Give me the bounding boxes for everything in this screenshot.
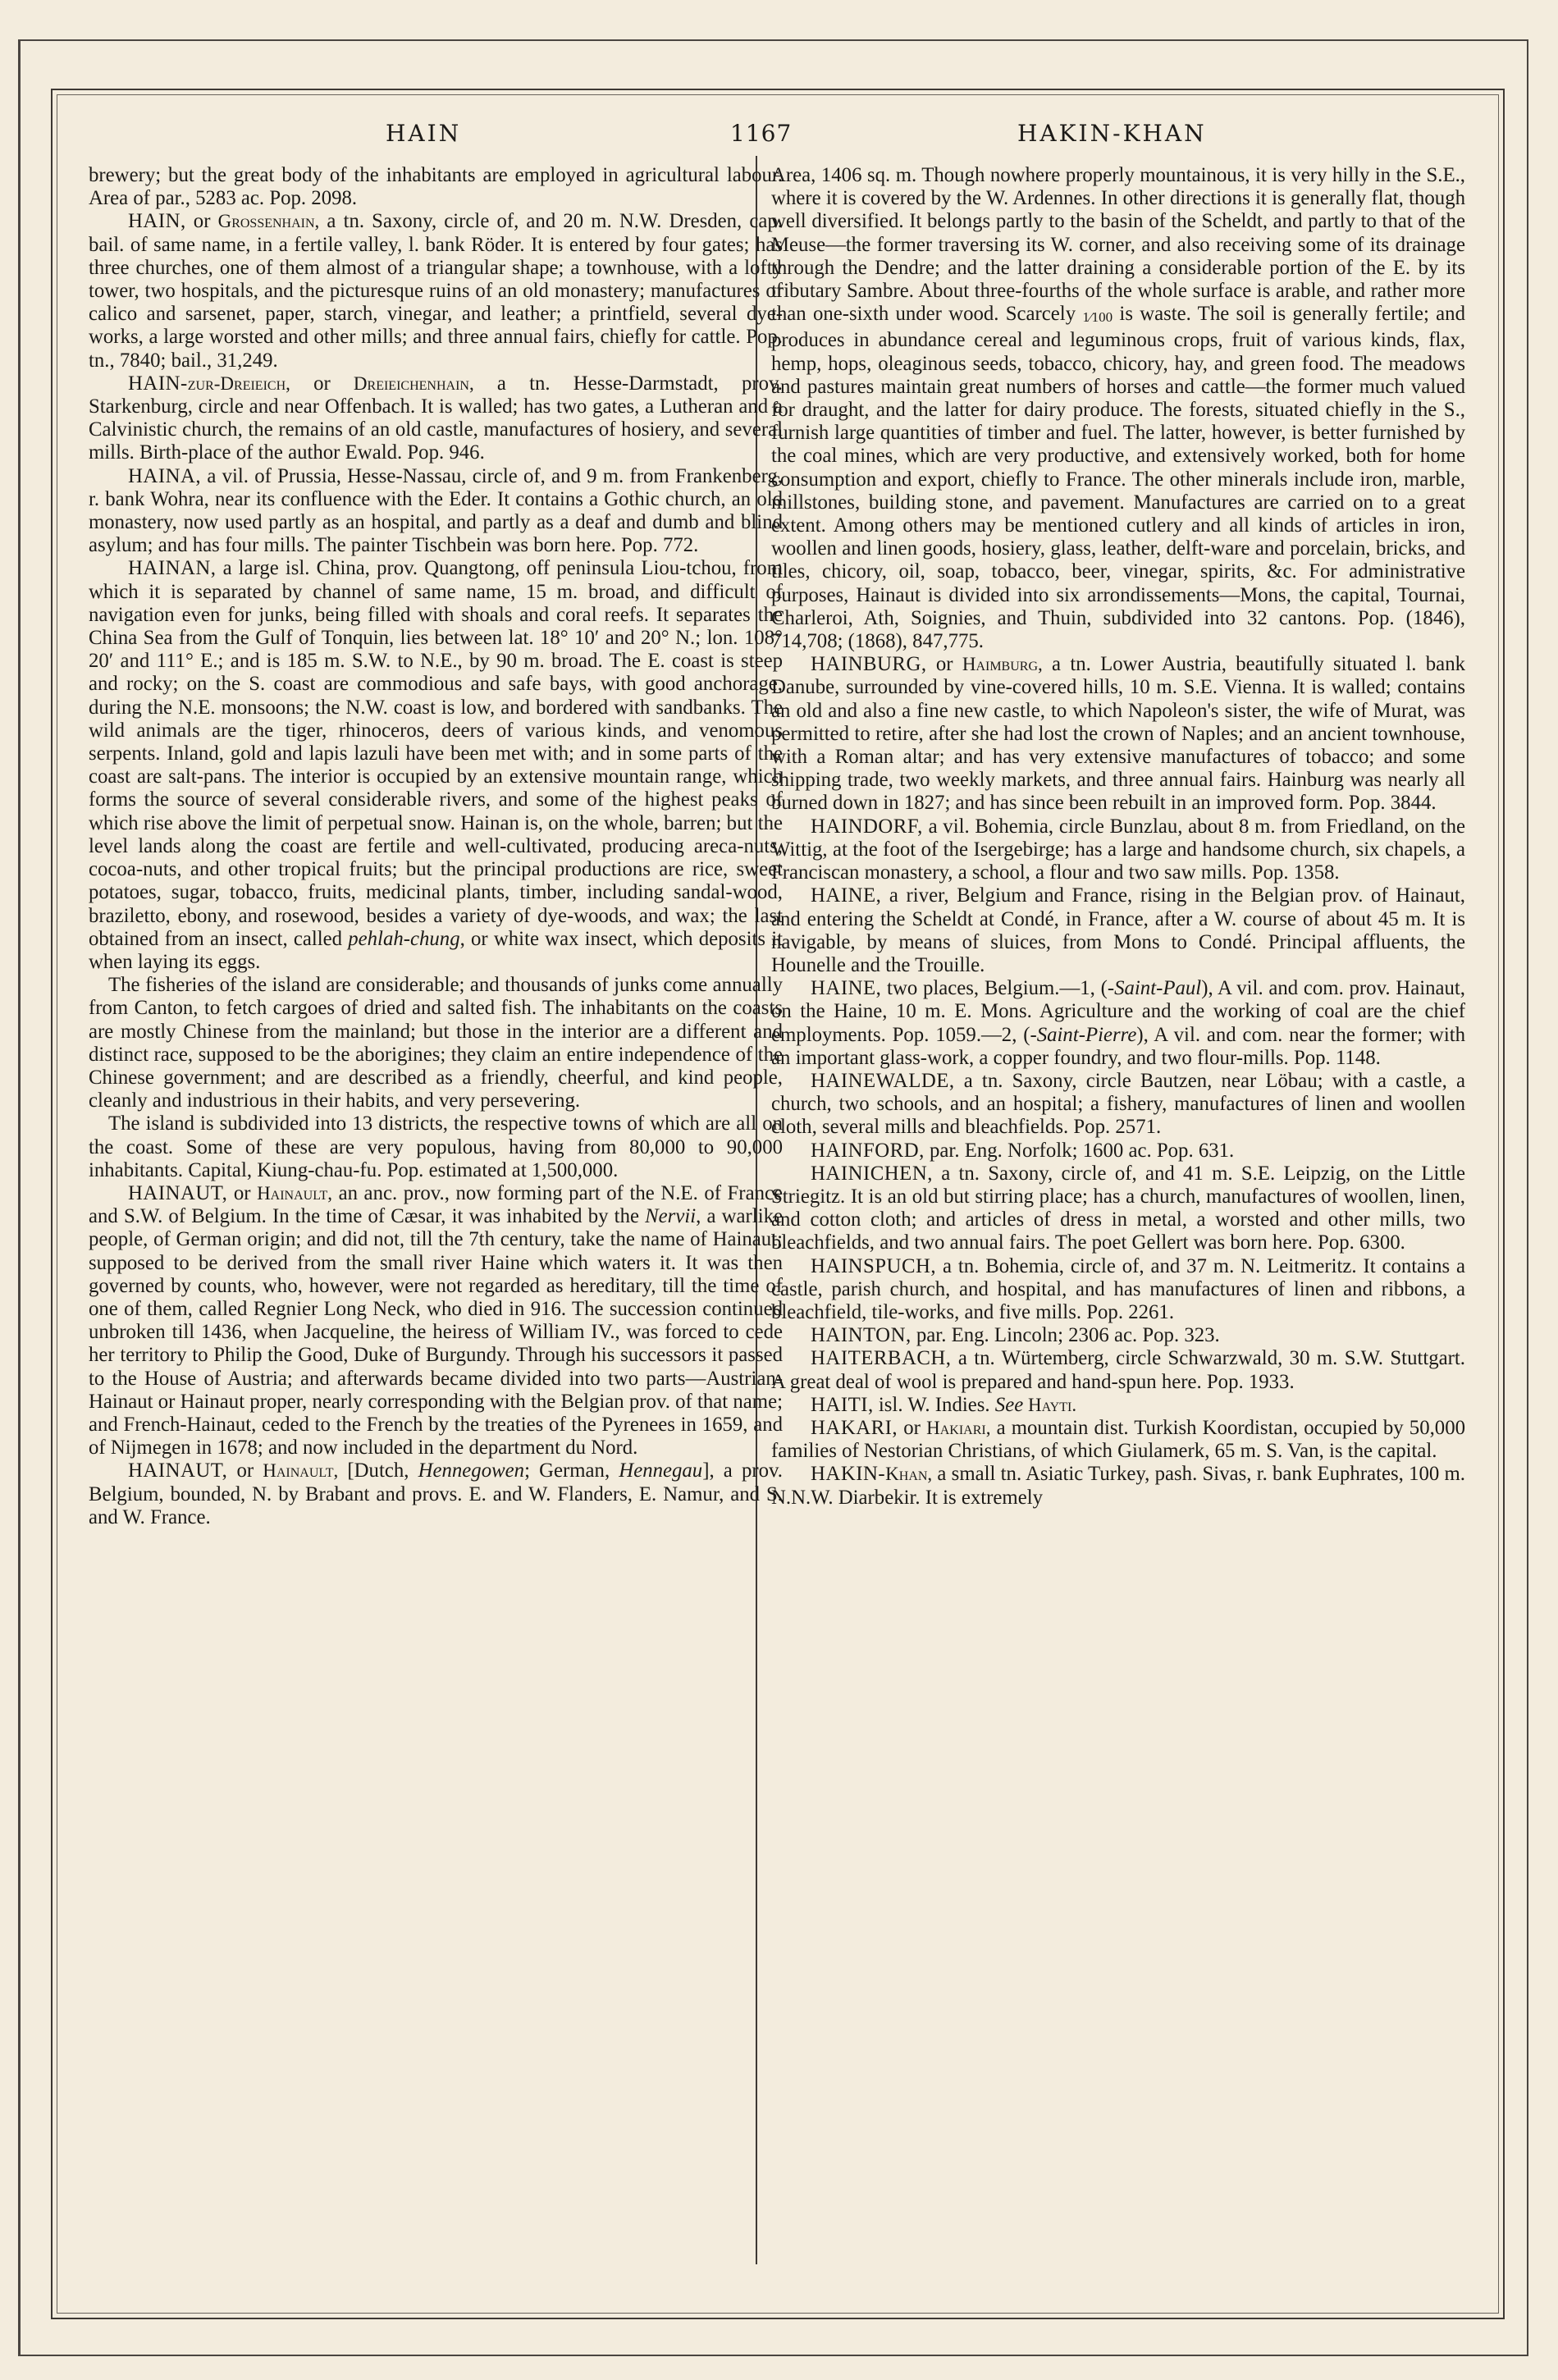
entry-haiterbach: HAITERBACH, a tn. Würtemberg, circle Schwarzwald, 30 m. S.W. Stuttgart. A great deal of wool is prepared and hand-spun here. Pop. 1933.: [771, 1347, 1465, 1393]
entry-hainewalde: HAINEWALDE, a tn. Saxony, circle Bautzen, near Löbau; with a castle, a church, two schools, and an hospital; a fishery, manufactures of linen and woollen cloth, several mills and bleachfields. Pop. 2571.: [771, 1069, 1465, 1139]
entry-hakin-khan: HAKIN-Khan, a small tn. Asiatic Turkey, pash. Sivas, r. bank Euphrates, 100 m. N.N.W. Diarbekir. It is extremely: [771, 1463, 1465, 1509]
entry-haiti: HAITI, isl. W. Indies. See Hayti.: [811, 1393, 1077, 1416]
hainan-districts-paragraph: The island is subdivided into 13 districts, the respective towns of which are all on the coast. Some of these are very populous, having from 80,000 to 90,000 inhabitants. Capital, Kiung-chau-fu. Pop. estimated at 1,500,000.: [89, 1112, 783, 1181]
entry-haine-places: HAINE, two places, Belgium.—1, (-Saint-Paul), A vil. and com. prov. Hainaut, on the Haine, 10 m. E. Mons. Agriculture and the working of coal are the chief employments. Pop. 1059.—2, (-Saint-Pierre), A vil. and com. near the former; with an important glass-work, a copper foundry, and two flour-mills. Pop. 1148.: [771, 977, 1465, 1069]
entry-hainaut-ancient: HAINAUT, or Hainault, an anc. prov., now forming part of the N.E. of France and S.W. of Belgium. In the time of Cæsar, it was inhabited by the Nervii, a warlike people, of German origin; and did not, till the 7th century, take the name of Hainaut; supposed to be derived from the small river Haine which waters it. It was then governed by counts, who, however, were not regarded as hereditary, till the time of one of them, called Regnier Long Neck, who died in 916. The succession continued unbroken till 1436, when Jacqueline, the heiress of William IV., was forced to cede her territory to Philip the Good, Duke of Burgundy. Through his successors it passed to the House of Austria; and afterwards became divided into two parts—Austrian-Hainaut or Hainaut proper, nearly corresponding with the Belgian prov. of that name; and French-Hainaut, ceded to the French by the treaties of the Pyrenees in 1659, and of Nijmegen in 1678; and now included in the department du Nord.: [89, 1181, 783, 1460]
header-right-word: HAKIN-KHAN: [1017, 120, 1207, 147]
entry-haindorf: HAINDORF, a vil. Bohemia, circle Bunzlau, about 8 m. from Friedland, on the Wittig, at the foot of the Isergebirge; has a large and handsome church, six chapels, a Franciscan monastery, a school, a flour and two saw mills. Pop. 1358.: [771, 815, 1465, 884]
hainaut-continuation: Area, 1406 sq. m. Though nowhere properly mountainous, it is very hilly in the S.E., where it is covered by the W. Ardennes. In other directions it is generally flat, though well diversified. It belongs partly to the basin of the Scheldt, and partly to that of the Meuse—the former traversing its W. corner, and also receiving some of its drainage through the Dendre; and the latter draining a considerable portion of the E. by its tributary Sambre. About three-fourths of the whole surface is arable, and rather more than one-sixth under wood. Scarcely 1⁄100 is waste. The soil is generally fertile; and produces in abundance cereal and leguminous crops, fruit of various kinds, flax, hemp, hops, oleaginous seeds, tobacco, chicory, hay, and green food. The meadows and pastures maintain great numbers of horses and cattle—the former much valued for draught, and the latter for dairy produce. The forests, situated chiefly in the S., furnish large quantities of timber and fuel. The latter, however, is better furnished by the coal mines, which are very productive, and extensively worked, both for home consumption and export, chiefly to France. The other minerals include iron, marble, millstones, building stone, and pavement. Manufactures are carried on to a great extent. Among others may be mentioned cutlery and all kinds of articles in iron, woollen and linen goods, hosiery, glass, leather, delft-ware and porcelain, bricks, and tiles, chicory, oil, soap, tobacco, beer, vinegar, spirits, &c. For administrative purposes, Hainaut is divided into six arrondissements—Mons, the capital, Tournai, Charleroi, Ath, Soignies, and Thuin, subdivided into 32 cantons. Pop. (1846), 714,708; (1868), 847,775.: [771, 164, 1465, 653]
entry-haina: HAINA, a vil. of Prussia, Hesse-Nassau, circle of, and 9 m. from Frankenberg, r. bank Wohra, near its confluence with the Eder. It contains a Gothic church, an old monastery, now used partly as an hospital, and partly as a deaf and dumb and blind asylum; and has four mills. The painter Tischbein was born here. Pop. 772.: [89, 464, 783, 557]
right-column: [771, 164, 1465, 1510]
header-left-word: HAIN: [386, 120, 462, 147]
entry-hakari: HAKARI, or Hakiari, a mountain dist. Turkish Koordistan, occupied by 50,000 families of Nestorian Christians, of which Giulamerk, 65 m. S. Van, is the capital.: [771, 1416, 1465, 1463]
entry-hainburg: HAINBURG, or Haimburg, a tn. Lower Austria, beautifully situated l. bank Danube, surrounded by vine-covered hills, 10 m. S.E. Vienna. It is walled; contains an old and also a fine new castle, to which Napoleon's sister, the wife of Murat, was permitted to retire, after she had lost the crown of Naples; and an ancient townhouse, with a Roman altar; and has very extensive manufactures of tobacco; and some shipping trade, two weekly markets, and three annual fairs. Hainburg was nearly all burned down in 1827; and has since been rebuilt in an improved form. Pop. 3844.: [771, 653, 1465, 815]
entry-continuation: brewery; but the great body of the inhabitants are employed in agricultural labour. Area of par., 5283 ac. Pop. 2098.: [89, 164, 783, 210]
left-column: [89, 164, 783, 1529]
entry-hainaut-province: HAINAUT, or Hainault, [Dutch, Hennegowen; German, Hennegau], a prov. Belgium, bounded, N. by Brabant and provs. E. and W. Flanders, E. Namur, and S. and W. France.: [89, 1460, 783, 1528]
entry-hainan: HAINAN, a large isl. China, prov. Quangtong, off peninsula Liou-tchou, from which it is separated by channel of same name, 15 m. broad, and difficult of navigation even for junks, being filled with shoals and coral reefs. It separates the China Sea from the Gulf of Tonquin, lies between lat. 18° 10′ and 20° N.; lon. 108° 20′ and 111° E.; and is 185 m. S.W. to N.E., by 90 m. broad. The E. coast is steep and rocky; on the S. coast are commodious and safe bays, with good anchorage, during the N.E. monsoons; the N.W. coast is low, and bordered with sandbanks. The wild animals are the tiger, rhinoceros, deers of various kinds, and venomous serpents. Inland, gold and lapis lazuli have been met with; and in some parts of the coast are salt-pans. The interior is occupied by an extensive mountain range, which forms the source of several considerable rivers, and some of the highest peaks of which rise above the limit of perpetual snow. Hainan is, on the whole, barren; but the level lands along the coast are fertile and well-cultivated, producing areca-nuts, cocoa-nuts, and other tropical fruits; but the principal productions are rice, sweet potatoes, sugar, tobacco, fruits, medicinal plants, timber, including sandal-wood, braziletto, ebony, and rosewood, besides a variety of dye-woods, and wax; the last obtained from an insect, called pehlah-chung, or white wax insect, which deposits it when laying its eggs.: [89, 557, 783, 973]
entry-hainspuch: HAINSPUCH, a tn. Bohemia, circle of, and 37 m. N. Leitmeritz. It contains a castle, parish church, and hospital, and has manufactures of linen and ribbons, a bleachfield, tile-works, and five mills. Pop. 2261.: [771, 1254, 1465, 1323]
running-header: [57, 113, 1495, 154]
page-number: 1167: [730, 120, 793, 147]
entry-hain: HAIN, or Grossenhain, a tn. Saxony, circle of, and 20 m. N.W. Dresden, cap. bail. of same name, in a fertile valley, l. bank Röder. It is entered by four gates; has three churches, one of them almost of a triangular shape; a townhouse, with a lofty tower, two hospitals, and the picturesque ruins of an old monastery; manufactures of calico and sarsenet, paper, starch, vinegar, and leather; a printfield, several dye-works, a large worsted and other mills; and three annual fairs, chiefly for cattle. Pop. tn., 7840; bail., 31,249.: [89, 210, 783, 372]
entry-hainford: HAINFORD, par. Eng. Norfolk; 1600 ac. Pop. 631.: [811, 1139, 1235, 1162]
entry-hain-zur-dreieich: HAIN-zur-Dreieich, or Dreieichenhain, a tn. Hesse-Darmstadt, prov. Starkenburg, circle and near Offenbach. It is walled; has two gates, a Lutheran and a Calvinistic church, the remains of an old castle, manufactures of hosiery, and several mills. Birth-place of the author Ewald. Pop. 946.: [89, 372, 783, 464]
entry-hainichen: HAINICHEN, a tn. Saxony, circle of, and 41 m. S.E. Leipzig, on the Little Striegitz. It is an old but stirring place; has a church, manufactures of woollen, linen, and cotton cloth; and articles of dress in metal, a worsted and other mills, two bleachfields, and two annual fairs. The poet Gellert was born here. Pop. 6300.: [771, 1162, 1465, 1254]
hainan-fisheries-paragraph: The fisheries of the island are considerable; and thousands of junks come annually from Canton, to fetch cargoes of dried and salted fish. The inhabitants on the coasts are mostly Chinese from the mainland; but those in the interior are a different and distinct race, supposed to be the aborigines; they claim an entire independence of the Chinese government; and are described as a friendly, cheerful, and kind people, cleanly and industrious in their habits, and very persevering.: [89, 974, 783, 1112]
entry-haine-river: HAINE, a river, Belgium and France, rising in the Belgian prov. of Hainaut, and entering the Scheldt at Condé, in France, after a W. course of about 45 m. It is navigable, by means of sluices, from Mons to Condé. Principal affluents, the Hounelle and the Trouille.: [771, 884, 1465, 976]
entry-hainton: HAINTON, par. Eng. Lincoln; 2306 ac. Pop. 323.: [811, 1324, 1220, 1347]
